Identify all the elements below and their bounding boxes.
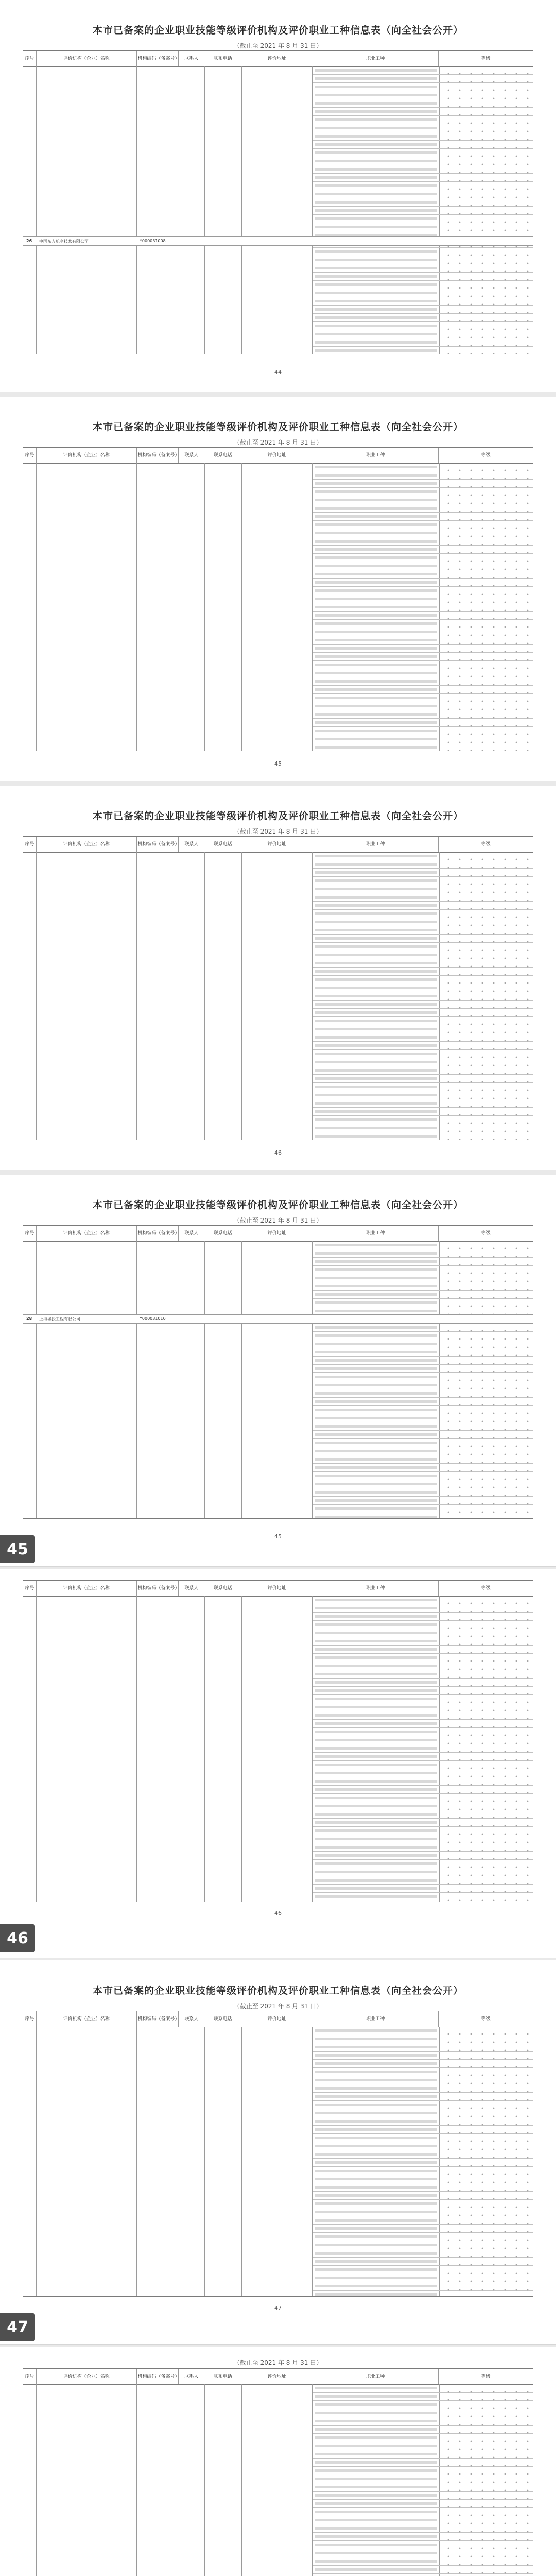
table-row: [23, 1314, 533, 1324]
page-title: 本市已备案的企业职业技能等级评价机构及评价职业工种信息表（向全社会公开）: [92, 25, 463, 36]
page-date-note: （截止至 2021 年 8 月 31 日）: [233, 828, 323, 835]
document-page: [0, 786, 556, 1170]
document-page: [0, 0, 556, 392]
skill-entries: [315, 466, 437, 751]
col-header-phone: 联系电话: [204, 837, 241, 852]
col-header-skill: 职业工种: [312, 51, 439, 66]
document-page: [0, 1175, 556, 1567]
skill-entries: [315, 1599, 437, 1902]
col-header-code: 机构编码（备案号）: [137, 1226, 179, 1241]
col-header-org: 评价机构（企业）名称: [37, 2369, 137, 2384]
table-row: [23, 236, 533, 246]
info-table: [23, 50, 533, 354]
col-header-phone: 联系电话: [204, 448, 241, 463]
col-header-org: 评价机构（企业）名称: [37, 1581, 137, 1596]
col-header-contact: 联系人: [179, 1226, 204, 1241]
page-title: 本市已备案的企业职业技能等级评价机构及评价职业工种信息表（向全社会公开）: [92, 1199, 463, 1211]
col-header-address: 评价地址: [241, 2369, 312, 2384]
col-header-phone: 联系电话: [204, 1581, 241, 1596]
col-header-address: 评价地址: [241, 2011, 312, 2027]
col-header-level: 等级: [481, 2374, 491, 2379]
col-header-contact: 联系人: [179, 2011, 204, 2027]
col-header-skill: 职业工种: [312, 837, 439, 852]
col-header-contact: 联系人: [179, 1581, 204, 1596]
table-header: [23, 1226, 533, 1242]
page-number: 44: [274, 369, 282, 376]
col-header-contact: 联系人: [179, 51, 204, 66]
table-body: [23, 2384, 533, 2576]
page-title: 本市已备案的企业职业技能等级评价机构及评价职业工种信息表（向全社会公开）: [92, 1985, 463, 1996]
col-header-skill: 职业工种: [312, 2369, 439, 2384]
col-header-skill: 职业工种: [312, 448, 439, 463]
skill-entries: [315, 2029, 437, 2296]
col-header-address: 评价地址: [241, 448, 312, 463]
org-no: 28: [26, 1316, 32, 1321]
col-header-phone: 联系电话: [204, 2011, 241, 2027]
col-header-no: 序号: [23, 51, 37, 66]
col-header-contact: 联系人: [179, 837, 204, 852]
table-body: [23, 66, 533, 354]
info-table: [23, 836, 533, 1140]
col-header-code: 机构编码（备案号）: [137, 2011, 179, 2027]
document-page: [0, 1960, 556, 2345]
col-header-level: 等级: [481, 453, 491, 458]
col-header-org: 评价机构（企业）名称: [37, 2011, 137, 2027]
document-page: [0, 1569, 556, 1958]
page-date-note: （截止至 2021 年 8 月 31 日）: [233, 439, 323, 446]
col-header-phone: 联系电话: [204, 51, 241, 66]
col-header-no: 序号: [23, 2011, 37, 2027]
org-name: 中国东方航空技术有限公司: [39, 239, 89, 244]
col-header-level: 等级: [481, 842, 491, 847]
page-tab[interactable]: 46: [0, 1924, 35, 1952]
table-header: [23, 1581, 533, 1597]
page-title: 本市已备案的企业职业技能等级评价机构及评价职业工种信息表（向全社会公开）: [92, 810, 463, 822]
col-header-no: 序号: [23, 1581, 37, 1596]
col-header-no: 序号: [23, 448, 37, 463]
table-body: [23, 852, 533, 1140]
level-marks: [443, 855, 530, 1140]
col-header-org: 评价机构（企业）名称: [37, 448, 137, 463]
page-date-note: （截止至 2021 年 8 月 31 日）: [233, 42, 323, 49]
table-header: [23, 2369, 533, 2385]
table-header: [23, 2011, 533, 2027]
page-date-note: （截止至 2021 年 8 月 31 日）: [233, 2359, 323, 2366]
col-header-code: 机构编码（备案号）: [137, 448, 179, 463]
level-marks: [443, 1244, 530, 1518]
col-header-no: 序号: [23, 837, 37, 852]
page-number: 46: [274, 1149, 282, 1156]
page-date-note: （截止至 2021 年 8 月 31 日）: [233, 1217, 323, 1224]
table-header: [23, 51, 533, 67]
table-body: [23, 2027, 533, 2296]
col-header-org: 评价机构（企业）名称: [37, 837, 137, 852]
col-header-skill: 职业工种: [312, 1226, 439, 1241]
page-date-note: （截止至 2021 年 8 月 31 日）: [233, 2003, 323, 2010]
col-header-skill: 职业工种: [312, 2011, 439, 2027]
col-header-level: 等级: [481, 1586, 491, 1591]
col-header-code: 机构编码（备案号）: [137, 2369, 179, 2384]
info-table: [23, 2368, 533, 2576]
col-header-level: 等级: [481, 56, 491, 61]
page-tab[interactable]: 45: [0, 1535, 35, 1563]
info-table: [23, 447, 533, 751]
level-marks: [443, 466, 530, 751]
page-title: 本市已备案的企业职业技能等级评价机构及评价职业工种信息表（向全社会公开）: [92, 421, 463, 433]
col-header-contact: 联系人: [179, 2369, 204, 2384]
col-header-org: 评价机构（企业）名称: [37, 51, 137, 66]
col-header-address: 评价地址: [241, 837, 312, 852]
col-header-contact: 联系人: [179, 448, 204, 463]
info-table: [23, 1580, 533, 1902]
col-header-no: 序号: [23, 1226, 37, 1241]
level-marks: [443, 2030, 530, 2296]
table-header: [23, 837, 533, 853]
col-header-level: 等级: [481, 2016, 491, 2022]
table-body: [23, 463, 533, 751]
level-marks: [443, 1599, 530, 1902]
col-header-address: 评价地址: [241, 1226, 312, 1241]
page-tab[interactable]: 47: [0, 2313, 35, 2341]
table-header: [23, 448, 533, 464]
page-number: 45: [274, 760, 282, 767]
document-page: [0, 397, 556, 781]
skill-entries: [315, 1244, 437, 1518]
skill-entries: [315, 855, 437, 1140]
table-body: [23, 1241, 533, 1518]
skill-entries: [315, 2387, 437, 2576]
org-name: 上海城投工程有限公司: [39, 1317, 80, 1321]
info-table: [23, 2011, 533, 2297]
col-header-skill: 职业工种: [312, 1581, 439, 1596]
col-header-no: 序号: [23, 2369, 37, 2384]
org-code: Y000031010: [140, 1316, 166, 1321]
col-header-org: 评价机构（企业）名称: [37, 1226, 137, 1241]
col-header-code: 机构编码（备案号）: [137, 51, 179, 66]
page-number: 45: [274, 1533, 282, 1540]
col-header-level: 等级: [481, 1231, 491, 1236]
col-header-address: 评价地址: [241, 1581, 312, 1596]
col-header-phone: 联系电话: [204, 1226, 241, 1241]
document-page: [0, 2347, 556, 2576]
col-header-address: 评价地址: [241, 51, 312, 66]
skill-entries: [315, 69, 437, 354]
level-marks: [443, 70, 530, 354]
org-code: Y000031008: [140, 239, 166, 243]
level-marks: [443, 2387, 530, 2576]
col-header-code: 机构编码（备案号）: [137, 837, 179, 852]
col-header-code: 机构编码（备案号）: [137, 1581, 179, 1596]
col-header-phone: 联系电话: [204, 2369, 241, 2384]
table-body: [23, 1596, 533, 1902]
page-number: 47: [274, 2304, 282, 2311]
org-no: 26: [26, 239, 32, 243]
info-table: [23, 1225, 533, 1519]
page-number: 46: [274, 1910, 282, 1917]
